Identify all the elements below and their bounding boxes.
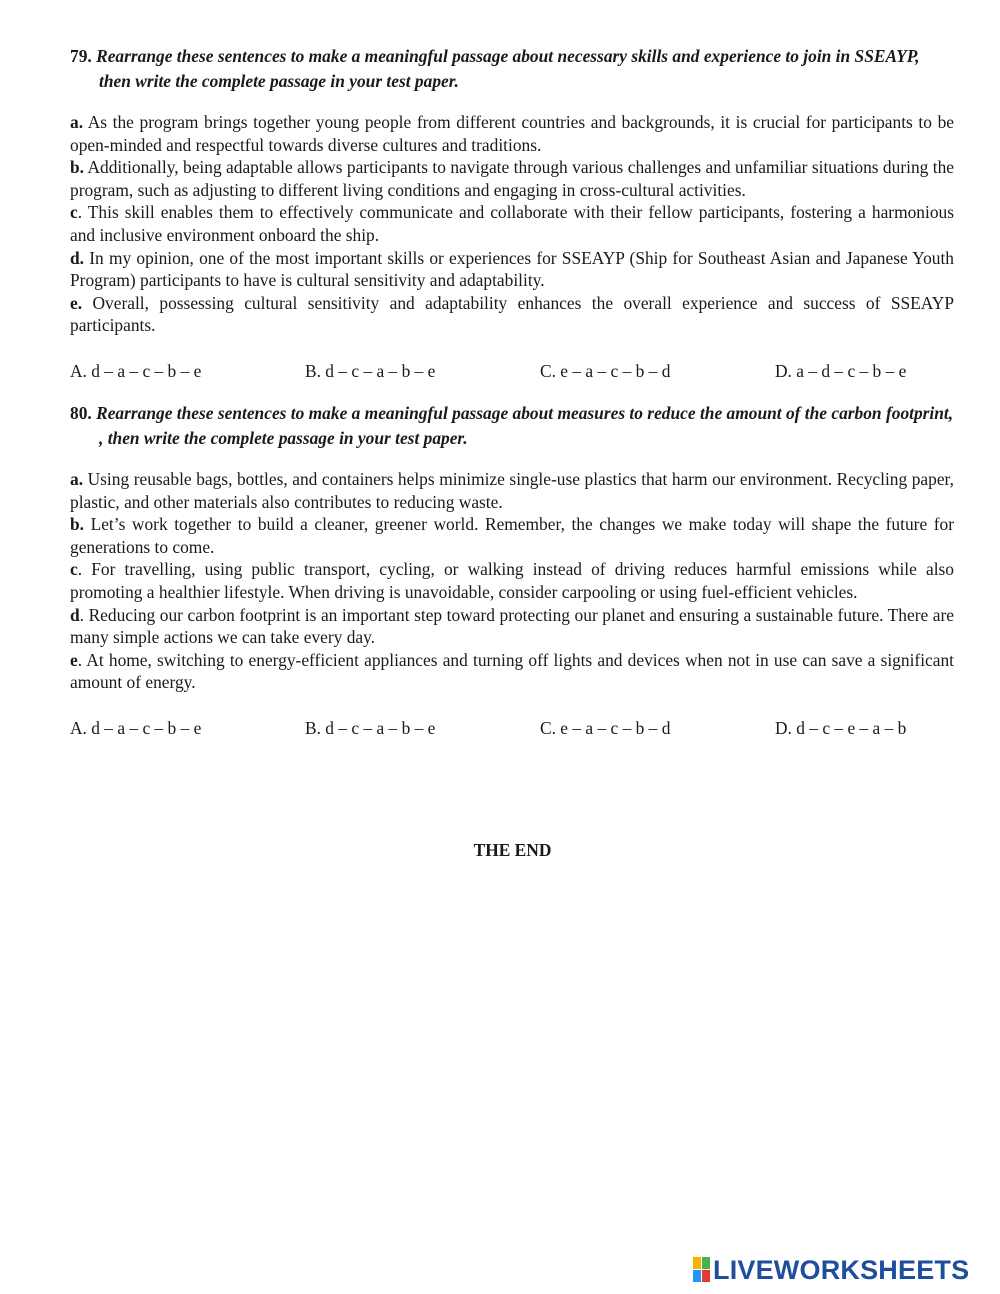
question-79: [70, 44, 954, 383]
question-79-sentence-b: [70, 156, 954, 201]
sentence-letter: b.: [70, 514, 85, 535]
sentence-letter: a.: [70, 468, 84, 489]
sentence-text: . Reducing our carbon footprint is an important step toward protecting our planet and ensuring a sustainable future. There are many simple actions we can take every day.: [70, 604, 954, 648]
question-79-option-a[interactable]: A. d – a – c – b – e: [70, 360, 202, 381]
question-79-instruction-text: Rearrange these sentences to make a meaningful passage about necessary skills and experience to join in SSEAYP, then write the complete passage in your test paper.: [96, 46, 920, 91]
the-end-label: THE END: [473, 840, 552, 860]
question-80-instruction-text: Rearrange these sentences to make a meaningful passage about measures to reduce the amount of the carbon footprint, , then write the complete passage in your test paper.: [96, 402, 954, 448]
sentence-letter: d: [70, 604, 80, 625]
sentence-text: As the program brings together young people from different countries and backgrounds, it is crucial for participants to be open-minded and respectful towards diverse cultures and traditions.: [70, 112, 954, 155]
question-80-option-b[interactable]: B. d – c – a – b – e: [305, 717, 436, 738]
sentence-letter: e.: [70, 292, 83, 313]
question-80-sentence-e: [70, 649, 954, 694]
sentence-text: Let’s work together to build a cleaner, greener world. Remember, the changes we make today will shape the future for generations to come.: [70, 514, 954, 557]
question-79-options: [70, 359, 954, 383]
question-79-sentence-e: [70, 292, 954, 337]
question-79-sentence-d: [70, 247, 954, 292]
sentence-text: . At home, switching to energy-efficient appliances and turning off lights and devices when not in use can save a significant amount of energy.: [70, 649, 954, 693]
question-80-sentence-c: [70, 558, 954, 603]
sentence-text: Overall, possessing cultural sensitivity and adaptability enhances the overall experience and success of SSEAYP participants.: [70, 292, 954, 336]
sentence-letter: a.: [70, 112, 84, 132]
question-80-sentence-b: [70, 513, 954, 558]
sentence-letter: c: [70, 202, 78, 223]
question-80-option-c[interactable]: C. e – a – c – b – d: [540, 717, 671, 738]
question-80-number: 80.: [70, 402, 92, 423]
sentence-letter: d.: [70, 247, 85, 268]
sentence-letter: b.: [70, 157, 85, 178]
question-80-sentence-a: [70, 468, 954, 513]
question-80-sentences: [70, 468, 954, 694]
question-79-option-d[interactable]: D. a – d – c – b – e: [775, 360, 907, 381]
question-80-instruction: [70, 401, 954, 451]
question-79-sentences: [70, 111, 954, 337]
question-79-option-b[interactable]: B. d – c – a – b – e: [305, 360, 436, 381]
liveworksheets-logo: [693, 1255, 969, 1285]
question-80-option-d[interactable]: D. d – c – e – a – b: [775, 717, 907, 738]
sentence-letter: e: [70, 649, 78, 670]
question-79-number: 79.: [70, 46, 92, 66]
question-80-options: [70, 716, 954, 740]
liveworksheets-logo-icon: [693, 1257, 711, 1283]
question-79-option-c[interactable]: C. e – a – c – b – d: [540, 360, 671, 381]
worksheet-page: [70, 44, 954, 740]
sentence-text: . This skill enables them to effectively communicate and collaborate with their fellow participants, fostering a harmonious and inclusive environment onboard the ship.: [70, 202, 954, 245]
question-79-instruction: [70, 44, 954, 94]
question-79-sentence-c: [70, 201, 954, 246]
sentence-letter: c: [70, 559, 78, 580]
sentence-text: Additionally, being adaptable allows participants to navigate through various challenges and unfamiliar situations during the program, such as adjusting to different living conditions and engaging in cross-cultural activities.: [70, 157, 954, 200]
sentence-text: . For travelling, using public transport, cycling, or walking instead of driving reduces harmful emissions while also promoting a healthier lifestyle. When driving is unavoidable, consider carpooling or using fuel-efficient vehicles.: [70, 559, 954, 602]
question-80: [70, 401, 954, 740]
question-79-sentence-a: [70, 111, 954, 156]
sentence-text: Using reusable bags, bottles, and containers helps minimize single-use plastics that harm our environment. Recycling paper, plastic, and other materials also contributes to reducing waste.: [70, 468, 954, 512]
question-80-option-a[interactable]: A. d – a – c – b – e: [70, 717, 202, 738]
liveworksheets-logo-text: LIVEWORKSHEETS: [713, 1254, 970, 1285]
question-80-sentence-d: [70, 604, 954, 649]
sentence-text: In my opinion, one of the most important skills or experiences for SSEAYP (Ship for Southeast Asian and Japanese Youth Program) participants to have is cultural sensitivity and adaptability.: [70, 247, 954, 291]
